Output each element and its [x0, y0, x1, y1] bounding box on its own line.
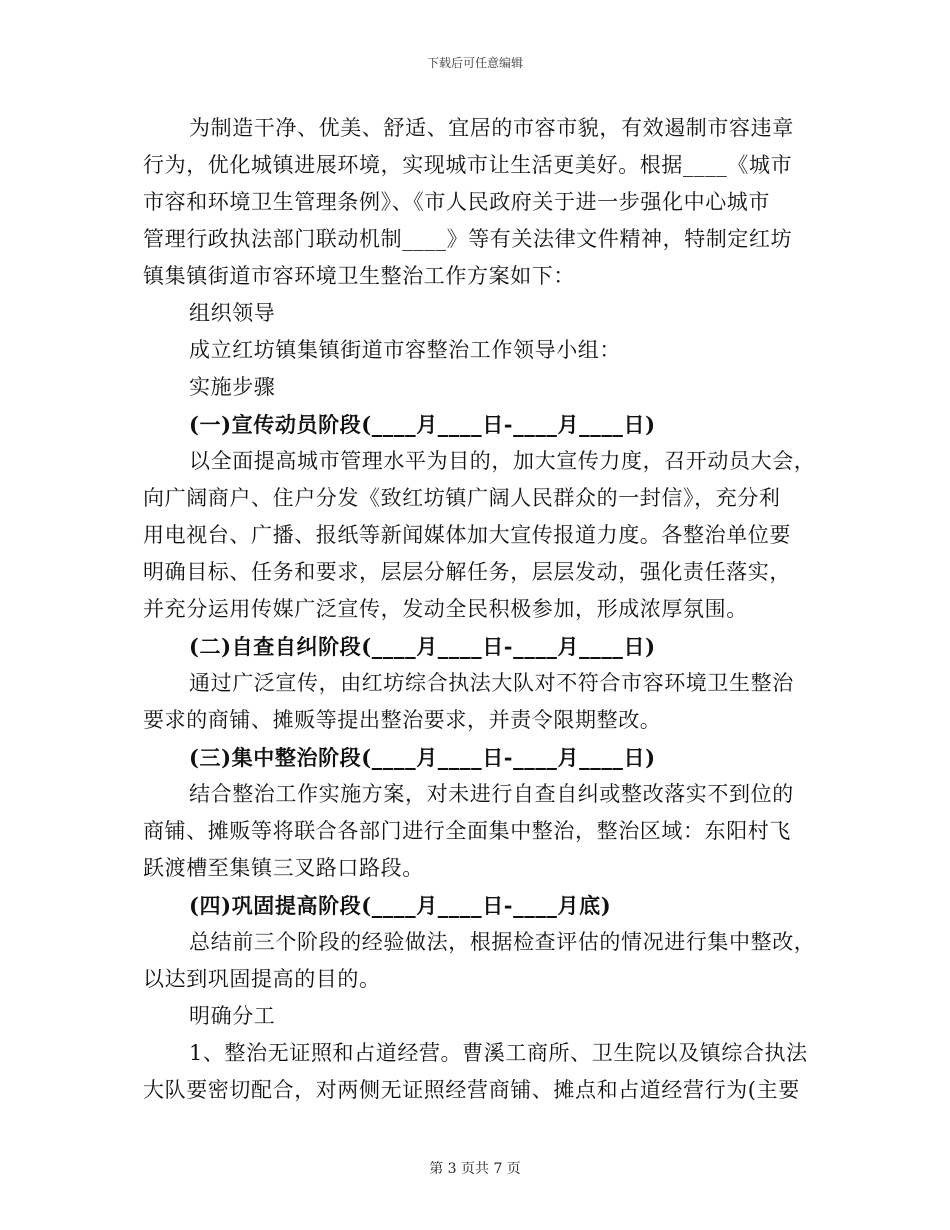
paragraph-line: 并充分运用传媒广泛宣传，发动全民积极参加，形成浓厚氛围。 — [143, 597, 748, 621]
section-heading: 组织领导 — [189, 301, 276, 325]
paragraph-line: 商铺、摊贩等将联合各部门进行全面集中整治，整治区域：东阳村飞 — [143, 819, 791, 843]
paragraph-line: 跃渡槽至集镇三叉路口路段。 — [143, 856, 424, 880]
page-header: 下载后可任意编辑 — [426, 56, 523, 70]
section-heading: 明确分工 — [189, 1004, 276, 1028]
paragraph-line: 管理行政执法部门联动机制____》等有关法律文件精神，特制定红坊 — [143, 227, 793, 251]
paragraph-line: 明确目标、任务和要求，层层分解任务，层层发动，强化责任落实， — [143, 560, 791, 584]
paragraph-line: 以达到巩固提高的目的。 — [143, 967, 381, 991]
paragraph-line: 通过广泛宣传，由红坊综合执法大队对不符合市容环境卫生整治 — [189, 671, 794, 695]
paragraph-line: 结合整治工作实施方案，对未进行自查自纠或整改落实不到位的 — [189, 782, 794, 806]
paragraph-line: 1、整治无证照和占道经营。曹溪工商所、卫生院以及镇综合执法 — [189, 1041, 808, 1065]
phase-heading: (一)宣传动员阶段(____月____日-____月____日) — [189, 412, 656, 437]
phase-heading: (二)自查自纠阶段(____月____日-____月____日) — [189, 634, 656, 659]
paragraph-line: 要求的商铺、摊贩等提出整治要求，并责令限期整改。 — [143, 708, 662, 732]
paragraph-line: 市容和环境卫生管理条例》、《市人民政府关于进一步强化中心城市 — [143, 190, 770, 214]
paragraph-line: 成立红坊镇集镇街道市容整治工作领导小组： — [189, 338, 621, 362]
page-footer: 第 3 页共 7 页 — [429, 1161, 521, 1177]
phase-heading: (三)集中整治阶段(____月____日-____月____日) — [189, 745, 656, 770]
paragraph-line: 以全面提高城市管理水平为目的，加大宣传力度，召开动员大会， — [189, 449, 816, 473]
phase-heading: (四)巩固提高阶段(____月____日-____月底) — [189, 893, 612, 918]
paragraph-line: 向广阔商户、住户分发《致红坊镇广阔人民群众的一封信》，充分利 — [143, 486, 781, 510]
paragraph-line: 总结前三个阶段的经验做法，根据检查评估的情况进行集中整改， — [189, 930, 816, 954]
paragraph-line: 镇集镇街道市容环境卫生整治工作方案如下： — [143, 264, 575, 288]
paragraph-line: 为制造干净、优美、舒适、宜居的市容市貌，有效遏制市容违章 — [189, 116, 794, 140]
document-body — [143, 110, 816, 1109]
paragraph-line: 用电视台、广播、报纸等新闻媒体加大宣传报道力度。各整治单位要 — [143, 523, 791, 547]
paragraph-line: 行为，优化城镇进展环境，实现城市让生活更美好。根据____《城市 — [143, 153, 793, 177]
section-heading: 实施步骤 — [189, 375, 276, 399]
paragraph-line: 大队要密切配合，对两侧无证照经营商铺、摊点和占道经营行为(主要 — [143, 1078, 800, 1102]
